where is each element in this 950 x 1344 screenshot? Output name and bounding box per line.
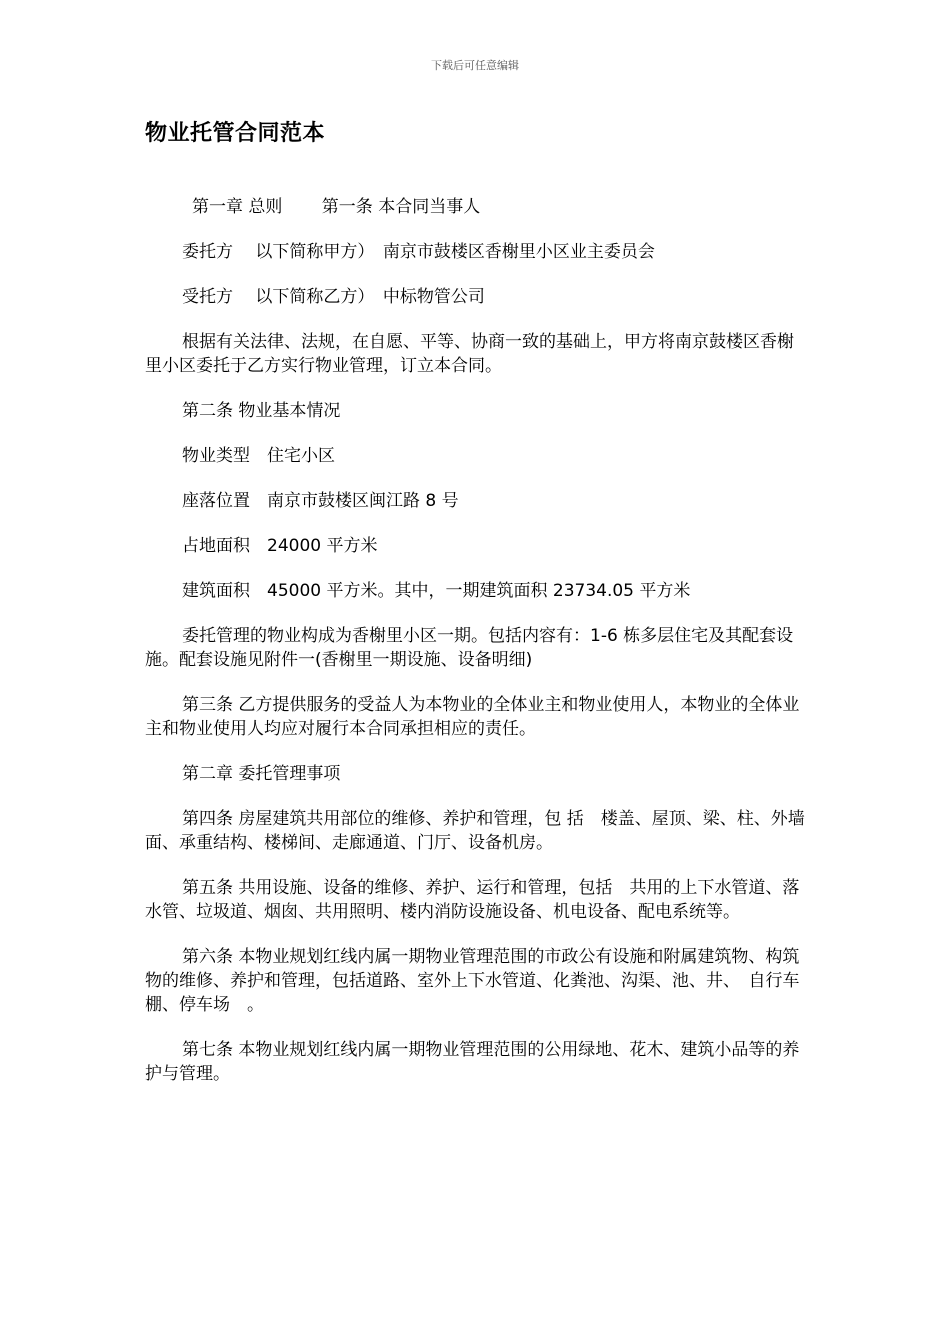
paragraph-chapter-two: 第二章 委托管理事项 bbox=[182, 764, 341, 784]
paragraph-article-two: 第二条 物业基本情况 bbox=[182, 401, 341, 421]
paragraph-preamble: 根据有关法律、法规，在自愿、平等、协商一致的基础上，甲方将南京鼓楼区香榭里小区委托于乙方实行物业管理，订立本合同。 bbox=[145, 332, 794, 376]
paragraph-article-seven: 第七条 本物业规划红线内属一期物业管理范围的公用绿地、花木、建筑小品等的养护与管理。 bbox=[145, 1040, 800, 1084]
paragraph-chapter-one: 第一章 总则 第一条 本合同当事人 bbox=[192, 197, 481, 217]
document-title: 物业托管合同范本 bbox=[145, 121, 326, 146]
paragraph-contractor-party: 受托方 以下简称乙方） 中标物管公司 bbox=[182, 287, 485, 307]
paragraph-location: 座落位置 南京市鼓楼区闽江路 8 号 bbox=[182, 491, 459, 511]
paragraph-article-six: 第六条 本物业规划红线内属一期物业管理范围的市政公有设施和附属建筑物、构筑物的维修、养护和管理，包括道路、室外上下水管道、化粪池、沟渠、池、井、 自行车棚、停车场 。 bbox=[145, 947, 800, 1015]
paragraph-article-four: 第四条 房屋建筑共用部位的维修、养护和管理，包 括 楼盖、屋顶、梁、柱、外墙面、承重结构、楼梯间、走廊通道、门厅、设备机房。 bbox=[145, 809, 805, 853]
paragraph-managed-property: 委托管理的物业构成为香榭里小区一期。包括内容有：1-6 栋多层住宅及其配套设施。配套设施见附件一(香榭里一期设施、设备明细) bbox=[145, 626, 794, 670]
paragraph-building-area: 建筑面积 45000 平方米。其中，一期建筑面积 23734.05 平方米 bbox=[182, 581, 691, 601]
paragraph-land-area: 占地面积 24000 平方米 bbox=[182, 536, 378, 556]
document-body bbox=[145, 195, 805, 1107]
page-header-note: 下载后可任意编辑 bbox=[431, 59, 519, 72]
paragraph-client-party: 委托方 以下简称甲方） 南京市鼓楼区香榭里小区业主委员会 bbox=[182, 242, 655, 262]
paragraph-article-five: 第五条 共用设施、设备的维修、养护、运行和管理，包括 共用的上下水管道、落水管、垃圾道、烟囱、共用照明、楼内消防设施设备、机电设备、配电系统等。 bbox=[145, 878, 800, 922]
paragraph-article-three: 第三条 乙方提供服务的受益人为本物业的全体业主和物业使用人，本物业的全体业主和物业使用人均应对履行本合同承担相应的责任。 bbox=[145, 695, 800, 739]
paragraph-property-type: 物业类型 住宅小区 bbox=[182, 446, 335, 466]
